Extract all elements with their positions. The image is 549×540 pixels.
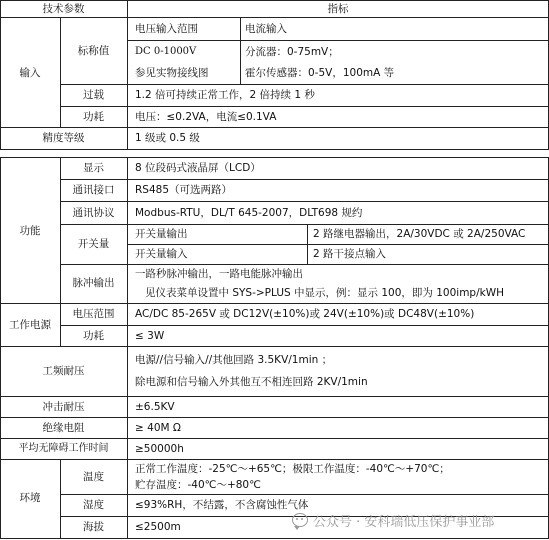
switch-label: 开关量 — [77, 238, 110, 250]
watermark-text: 公众号 · 安科瑞低压保护事业部 — [313, 514, 495, 530]
insulation-value: ≥ 40M Ω — [135, 422, 181, 434]
pulse-label: 脉冲输出 — [72, 277, 115, 289]
wechat-bubble-icon — [292, 513, 308, 527]
supply-power-value: ≤ 3W — [135, 330, 165, 342]
switch-in-label: 开关量输入 — [135, 248, 188, 260]
humidity-value: ≤93%RH，不结露，不含腐蚀性气体 — [135, 499, 309, 511]
comm-port-value: RS485（可选两路） — [135, 184, 233, 196]
accuracy-value: 1 级或 0.5 级 — [135, 132, 200, 144]
supply-range-value: AC/DC 85-265V 或 DC12V(±10%)或 24V(±10%)或 DC48V(±10%) — [135, 308, 475, 320]
power-label: 功耗 — [83, 111, 104, 123]
overload-label: 过载 — [83, 89, 104, 101]
mtbf-value: ≥50000h — [135, 443, 184, 455]
supply-range-label: 电压范围 — [72, 308, 115, 320]
display-label: 显示 — [83, 162, 104, 174]
mtbf-label: 平均无障碍工作时间 — [18, 443, 109, 454]
current-shunt: 分流器：0-75mV； — [245, 46, 339, 58]
altitude-value: ≤2500m — [135, 521, 181, 533]
current-hall: 霍尔传感器：0-5V，100mA 等 — [245, 67, 395, 79]
rated-label: 标称值 — [77, 45, 110, 57]
humidity-label: 湿度 — [83, 499, 104, 511]
switch-out-label: 开关量输出 — [135, 228, 188, 240]
voltage-range-value: DC 0-1000V — [135, 46, 197, 57]
supply-power-label: 功耗 — [83, 330, 104, 342]
accuracy-label: 精度等级 — [42, 132, 85, 144]
voltage-range-note: 参见实物接线图 — [135, 67, 209, 79]
freq-withstand-line1: 电源//信号输入//其他回路 3.5KV/1min ； — [135, 354, 333, 366]
display-value: 8 位段码式液晶屏（LCD） — [135, 162, 261, 174]
insulation-label: 绝缘电阻 — [42, 422, 85, 434]
voltage-range-label: 电压输入范围 — [135, 23, 198, 35]
impulse-label: 冲击耐压 — [42, 401, 85, 413]
power-value: 电压：≤0.2VA，电流≤0.1VA — [135, 111, 277, 123]
temp-line1: 正常工作温度：-25℃～+65℃；极限工作温度：-40℃～+70℃； — [135, 463, 450, 475]
overload-value: 1.2 倍可持续正常工作，2 倍持续 1 秒 — [135, 89, 315, 101]
pulse-line2: 见仪表菜单设置中 SYS->PLUS 中显示，例：显示 100，即为 100imp/kWH — [145, 287, 504, 299]
freq-withstand-label: 工频耐压 — [42, 365, 85, 377]
comm-port-label: 通讯接口 — [72, 184, 115, 196]
watermark — [292, 510, 494, 530]
current-input-label: 电流输入 — [245, 23, 287, 35]
temp-line2: 贮存温度：-40℃～+80℃ — [135, 479, 261, 491]
input-label: 输入 — [19, 67, 41, 79]
temp-label: 温度 — [83, 471, 104, 483]
switch-out-value: 2 路继电器输出，2A/30VDC 或 2A/250VAC — [313, 228, 526, 240]
freq-withstand-line2: 除电源和信号输入外其他互不相连回路 2KV/1min — [135, 376, 368, 388]
header-param: 技术参数 — [42, 3, 85, 15]
altitude-label: 海拔 — [83, 521, 104, 533]
pulse-line1: 一路秒脉冲输出，一路电能脉冲输出 — [135, 268, 303, 280]
work-power-label: 工作电源 — [9, 319, 51, 331]
header-spec: 指标 — [327, 3, 349, 15]
switch-in-value: 2 路干接点输入 — [313, 248, 387, 260]
comm-protocol-label: 通讯协议 — [72, 207, 115, 219]
impulse-value: ±6.5KV — [135, 401, 175, 413]
comm-protocol-value: Modbus-RTU，DL/T 645-2007，DLT698 规约 — [135, 207, 363, 219]
env-label: 环境 — [19, 492, 41, 504]
function-label: 功能 — [19, 225, 41, 237]
